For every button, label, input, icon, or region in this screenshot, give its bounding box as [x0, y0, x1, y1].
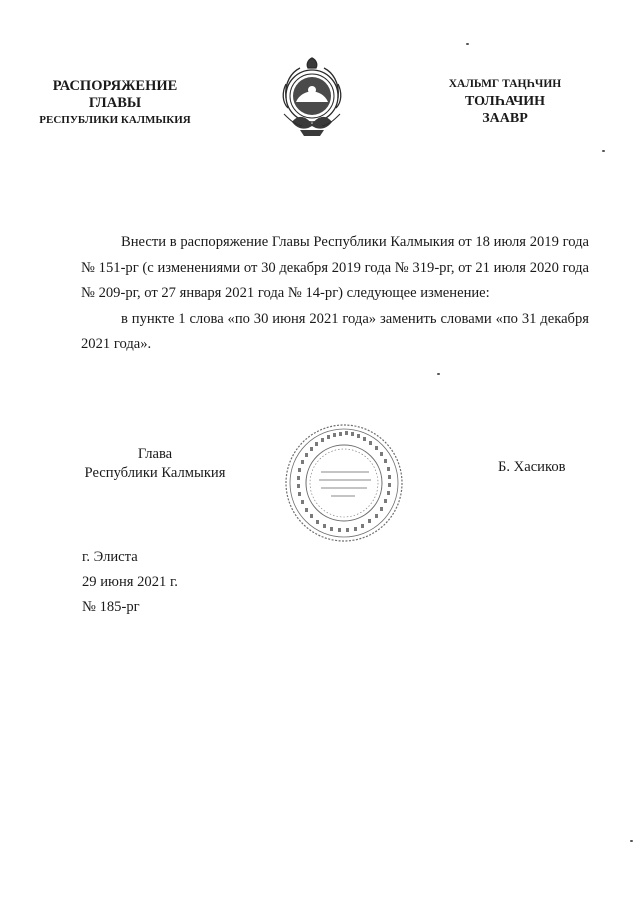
document-footer	[82, 545, 178, 620]
order-body	[81, 230, 589, 358]
order-paragraph-1: Внести в распоряжение Главы Республики Калмыкия от 18 июля 2019 года № 151-рг (с изменениями от 30 декабря 2019 года № 319-рг, от 21 июля 2020 года № 209-рг, от 27 января 2021 года № 14-рг) следующее изменение:	[81, 234, 589, 301]
header-right-line1: ХАЛЬМГ ТАҢҺЧИН	[448, 78, 562, 90]
header-left-block	[20, 78, 210, 129]
header-left-line2: ГЛАВЫ	[88, 95, 142, 111]
scan-speck	[630, 840, 633, 842]
header-right-line2: ТОЛҺАЧИН	[464, 94, 546, 109]
signatory-title	[80, 445, 230, 483]
official-seal-icon	[283, 422, 405, 544]
order-paragraph-2: в пункте 1 слова «по 30 июня 2021 года» заменить словами «по 31 декабря 2021 года».	[81, 310, 589, 352]
header-left-line1: РАСПОРЯЖЕНИЕ	[52, 78, 178, 94]
scan-speck	[466, 43, 469, 45]
document-number: № 185-рг	[82, 599, 140, 615]
scan-speck	[602, 150, 605, 152]
issue-date: 29 июня 2021 г.	[82, 574, 178, 590]
header-left-line3: РЕСПУБЛИКИ КАЛМЫКИЯ	[39, 114, 191, 126]
signatory-title-line2: Республики Калмыкия	[84, 465, 226, 481]
signatory-title-line1: Глава	[137, 446, 173, 462]
header-right-line3: ЗААВР	[482, 111, 528, 126]
header-right-block	[430, 76, 580, 127]
signatory-name: Б. Хасиков	[498, 459, 566, 475]
issue-city: г. Элиста	[82, 549, 138, 565]
coat-of-arms-icon	[272, 52, 352, 140]
scan-speck	[437, 373, 440, 375]
